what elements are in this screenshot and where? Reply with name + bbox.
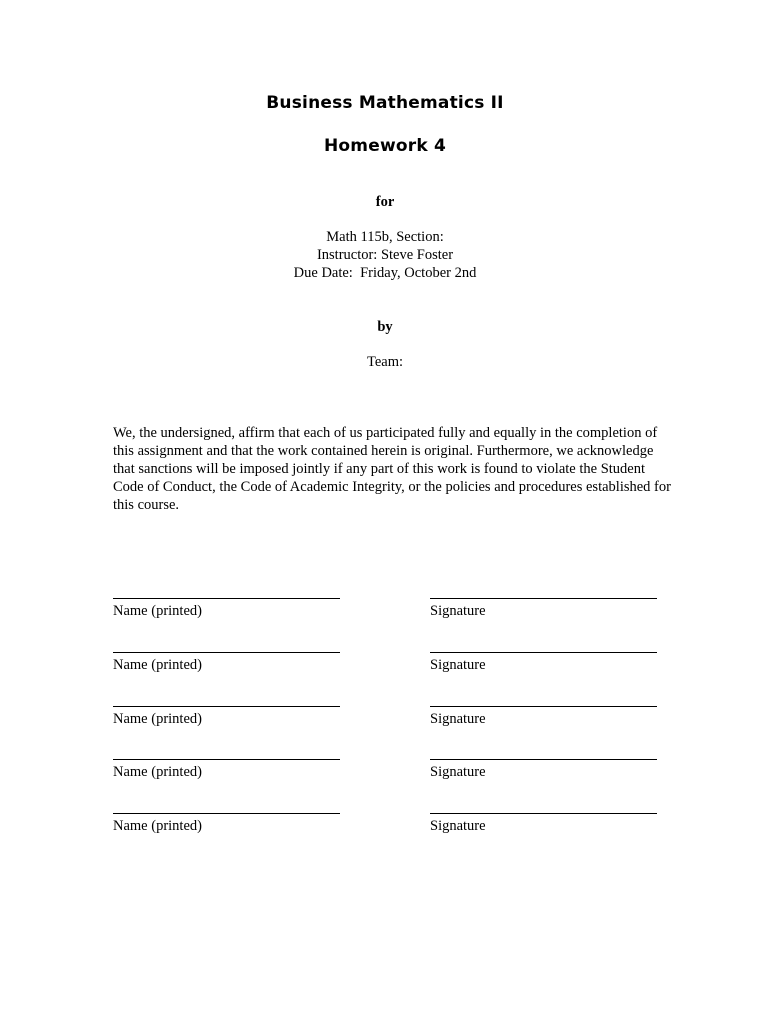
course-section: Math 115b, Section: [326, 229, 444, 245]
signature-line [430, 598, 657, 599]
for-label: for [375, 194, 395, 210]
signature-line [430, 706, 657, 707]
name-label: Name (printed) [113, 657, 202, 673]
name-label: Name (printed) [113, 603, 202, 619]
name-line [113, 759, 340, 760]
name-label: Name (printed) [113, 711, 202, 727]
name-label: Name (printed) [113, 764, 202, 780]
signature-field[interactable] [430, 644, 657, 674]
signature-label: Signature [430, 711, 486, 727]
name-label: Name (printed) [113, 818, 202, 834]
signature-line [430, 652, 657, 653]
signature-row [113, 751, 658, 791]
name-field[interactable] [113, 805, 340, 835]
affirmation-paragraph: We, the undersigned, affirm that each of us participated fully and equally in the completion of this assignment and that the work contained herein is original. Furthermore, we acknowledge that sanctions will be imposed jointly if any part of this work is found to violate the Student Code of Conduct, the Code of Academic Integrity, or the policies and procedures established for this course. [113, 425, 671, 513]
signature-line [430, 759, 657, 760]
signature-field[interactable] [430, 751, 657, 781]
name-field[interactable] [113, 644, 340, 674]
signature-line [430, 813, 657, 814]
signature-row [113, 590, 658, 630]
due-date-line: Due Date: Friday, October 2nd [293, 265, 477, 281]
signature-label: Signature [430, 603, 486, 619]
name-line [113, 813, 340, 814]
signature-row [113, 644, 658, 684]
signature-label: Signature [430, 764, 486, 780]
signature-field[interactable] [430, 805, 657, 835]
signature-field[interactable] [430, 698, 657, 728]
assignment-title: Homework 4 [324, 136, 446, 156]
signature-label: Signature [430, 818, 486, 834]
signature-label: Signature [430, 657, 486, 673]
by-label: by [377, 319, 393, 335]
name-line [113, 598, 340, 599]
instructor-line: Instructor: Steve Foster [316, 247, 454, 263]
signature-row [113, 805, 658, 845]
team-label: Team: [366, 354, 404, 370]
name-line [113, 652, 340, 653]
name-field[interactable] [113, 590, 340, 620]
name-field[interactable] [113, 751, 340, 781]
name-field[interactable] [113, 698, 340, 728]
name-line [113, 706, 340, 707]
signature-row [113, 698, 658, 738]
course-title: Business Mathematics II [266, 93, 504, 113]
signature-field[interactable] [430, 590, 657, 620]
